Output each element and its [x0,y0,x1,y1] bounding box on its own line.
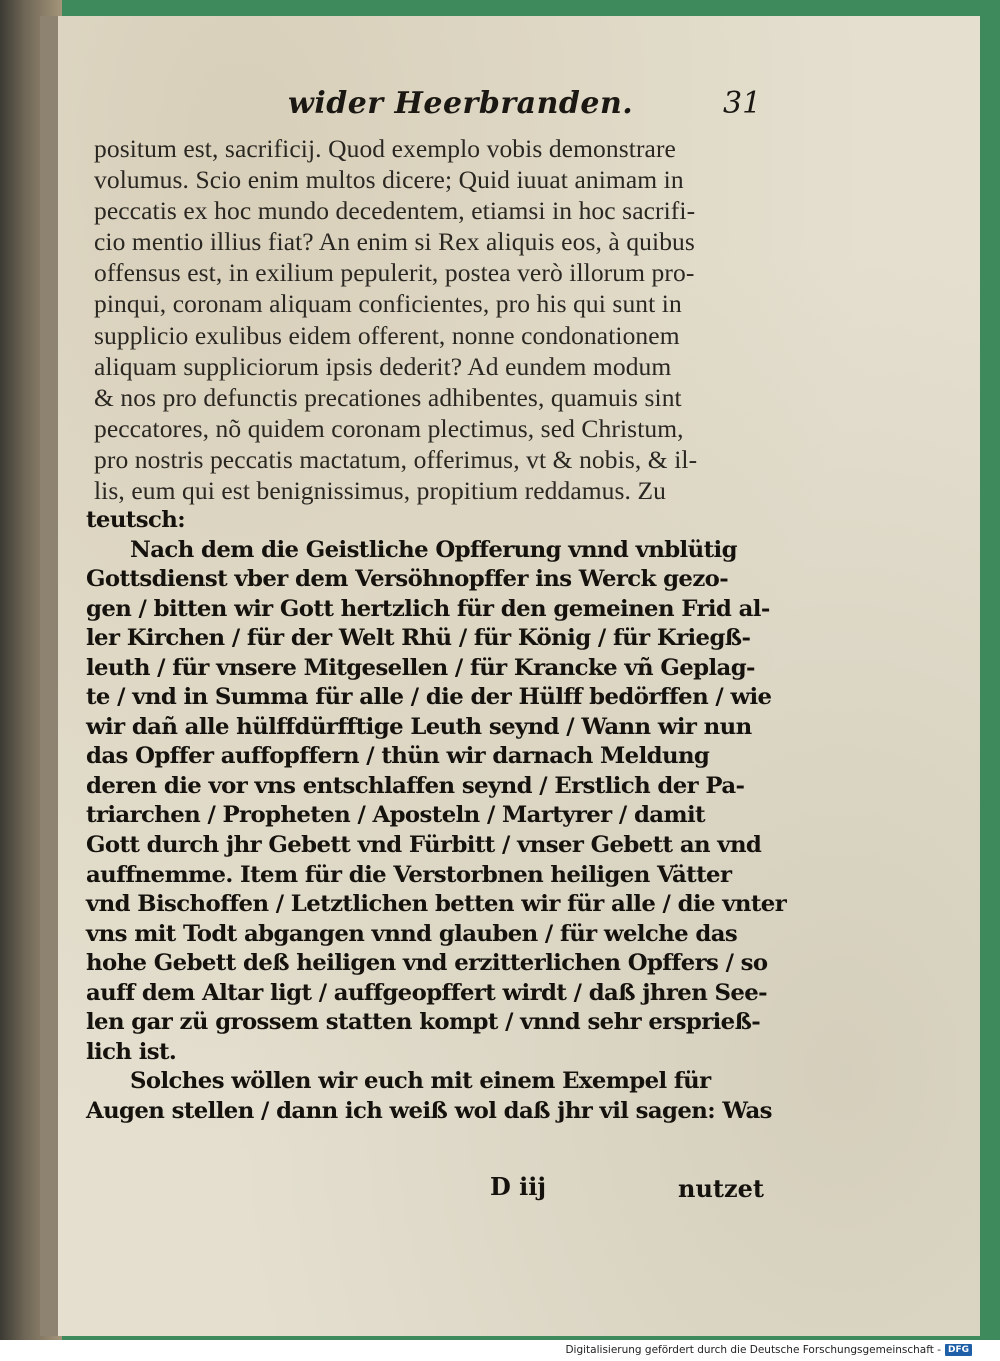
latin-line: volumus. Scio enim multos dicere; Quid iuuat animam in [94,165,684,195]
german-line: auffnemme. Item für die Verstorbnen heiligen Vätter [86,861,732,888]
german-line: triarchen / Propheten / Aposteln / Martyrer / damit [86,802,705,829]
german-line: gen / bitten wir Gott hertzlich für den gemeinen Frid al- [86,595,770,622]
german-line: ler Kirchen / für der Welt Rhü / für König / für Kriegß- [86,625,751,652]
latin-line: lis, eum qui est benignissimus, propitium reddamus. Zu [94,476,667,506]
german-line: Augen stellen / dann ich weiß wol daß jhr vil sagen: Was [86,1097,772,1124]
signature-mark: D iij [490,1172,547,1201]
german-line: Gott durch jhr Gebett vnd Fürbitt / vnser Gebett an vnd [86,832,762,859]
german-line: teutsch: [86,507,186,533]
german-line: hohe Gebett deß heiligen vnd erzitterlichen Opffers / so [86,950,768,977]
latin-line: cio mentio illius fiat? An enim si Rex aliquis eos, à quibus [94,227,695,257]
german-line: lich ist. [86,1038,177,1065]
dfg-logo: DFG [945,1344,972,1356]
running-head: wider Heerbranden. [288,86,634,121]
latin-line: aliquam suppliciorum ipsis dederit? Ad eundem modum [94,351,672,381]
german-line: das Opffer auffopffern / thün wir darnach Meldung [86,743,710,770]
latin-line: pinqui, coronam aliquam conficientes, pro his qui sunt in [94,289,682,319]
german-line: deren die vor vns entschlaffen seynd / Erstlich der Pa- [86,772,745,799]
german-line: Gottsdienst vber dem Versöhnopffer ins Werck gezo- [86,566,729,593]
digitization-credit [565,1344,972,1356]
german-line: te / vnd in Summa für alle / die der Hülff bedörffen / wie [86,684,772,711]
german-line: leuth / für vnsere Mitgesellen / für Krancke vñ Geplag- [86,654,755,681]
latin-text-block [94,133,774,506]
german-line: len gar zü grossem statten kompt / vnnd sehr ersprieß- [86,1009,761,1036]
latin-line: positum est, sacrificij. Quod exemplo vobis demonstrare [94,134,676,163]
latin-line: peccatis ex hoc mundo decedentem, etiamsi in hoc sacrifi- [94,196,696,226]
german-line: vns mit Todt abgangen vnnd glauben / für welche das [86,920,738,947]
german-line: Solches wöllen wir euch mit einem Exempel für [130,1068,711,1095]
latin-line: supplicio exulibus eidem offerent, nonne condonationem [94,320,680,350]
catchword: nutzet [678,1174,764,1203]
latin-line: & nos pro defunctis precationes adhibentes, quamuis sint [94,382,682,412]
german-line: vnd Bischoffen / Letztlichen betten wir für alle / die vnter [86,891,787,918]
german-text-block [86,506,787,1126]
german-line: Nach dem die Geistliche Opfferung vnnd vnblütig [130,536,737,563]
latin-line: pro nostris peccatis mactatum, offerimus, vt & nobis, & il- [94,444,698,474]
credit-text: Digitalisierung gefördert durch die Deutsche Forschungsgemeinschaft - [565,1344,941,1356]
german-line: auff dem Altar ligt / auffgeopffert wirdt / daß jhren See- [86,979,768,1006]
latin-line: offensus est, in exilium pepulerit, postea verò illorum pro- [94,258,695,288]
german-line: wir dañ alle hülffdürfftige Leuth seynd / Wann wir nun [86,713,752,740]
page-number: 31 [723,86,762,121]
latin-line: peccatores, nõ quidem coronam plectimus, sed Christum, [94,413,684,443]
